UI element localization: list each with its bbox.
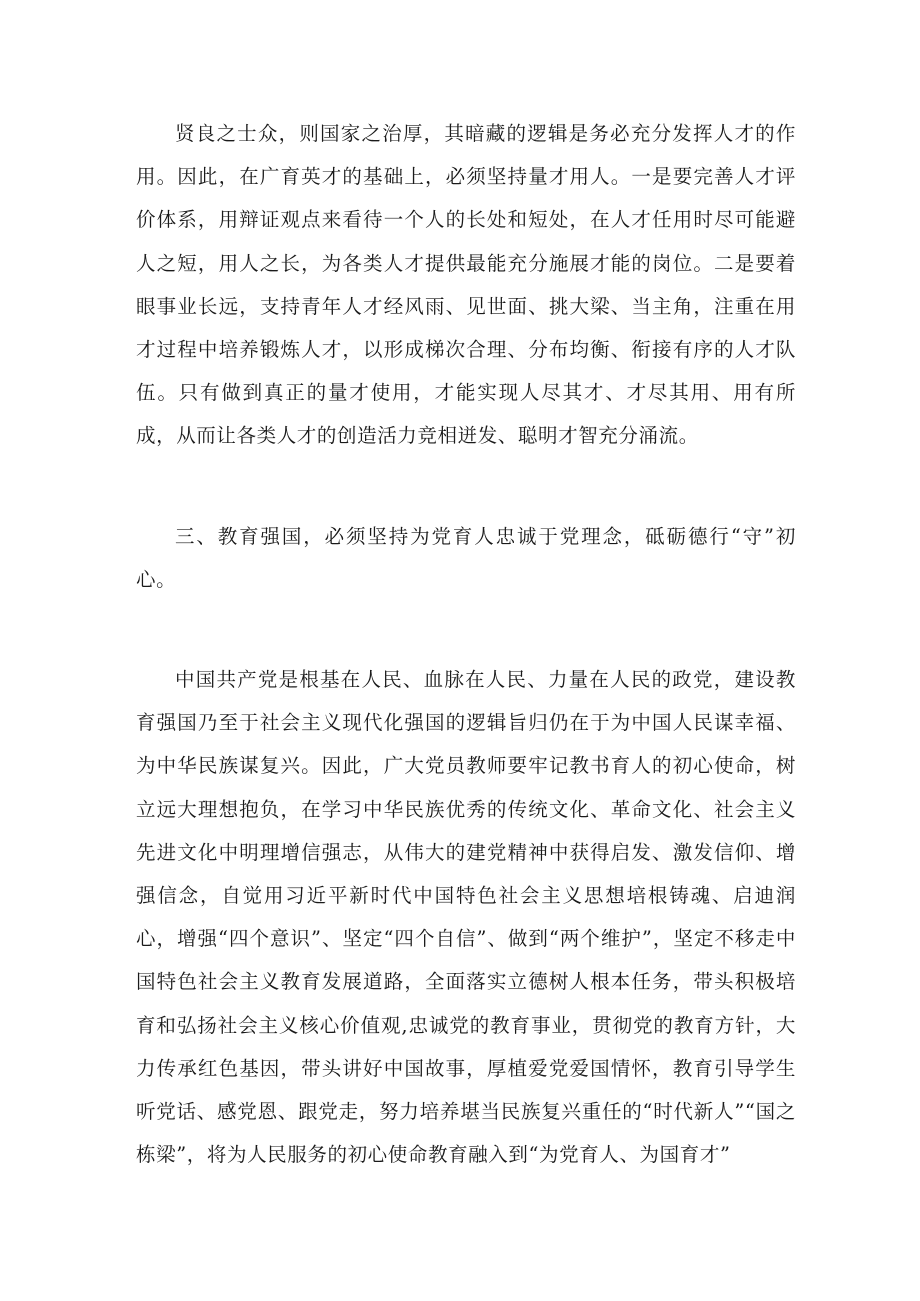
document-page bbox=[136, 112, 796, 1176]
body-paragraph-talent: 贤良之士众，则国家之治厚，其暗藏的逻辑是务必充分发挥人才的作用。因此，在广育英才的基础上，必须坚持量才用人。一是要完善人才评价体系，用辩证观点来看待一个人的长处和短处，在人才任用时尽可能避人之短，用人之长，为各类人才提供最能充分施展才能的岗位。二是要着眼事业长远，支持青年人才经风雨、见世面、挑大梁、当主角，注重在用才过程中培养锻炼人才，以形成梯次合理、分布均衡、衔接有序的人才队伍。只有做到真正的量才使用，才能实现人尽其才、才尽其用、用有所成，从而让各类人才的创造活力竞相迸发、聪明才智充分涌流。 bbox=[136, 122, 796, 448]
body-paragraph-party: 中国共产党是根基在人民、血脉在人民、力量在人民的政党，建设教育强国乃至于社会主义现代化强国的逻辑旨归仍在于为中国人民谋幸福、为中华民族谋复兴。因此，广大党员教师要牢记教书育人的初心使命，树立远大理想抱负，在学习中华民族优秀的传统文化、革命文化、社会主义先进文化中明理增信强志，从伟大的建党精神中获得启发、激发信仰、增强信念，自觉用习近平新时代中国特色社会主义思想培根铸魂、启迪润心，增强“四个意识”、坚定“四个自信”、做到“两个维护”，坚定不移走中国特色社会主义教育发展道路，全面落实立德树人根本任务，带头积极培育和弘扬社会主义核心价值观,忠诚党的教育事业，贯彻党的教育方针，大力传承红色基因，带头讲好中国故事，厚植爱党爱国情怀，教育引导学生听党话、感党恩、跟党走，努力培养堪当民族复兴重任的“时代新人”“国之栋梁”，将为人民服务的初心使命教育融入到“为党育人、为国育才” bbox=[136, 668, 796, 1167]
section-heading-three: 三、教育强国，必须坚持为党育人忠诚于党理念，砥砺德行“守”初心。 bbox=[136, 524, 796, 591]
